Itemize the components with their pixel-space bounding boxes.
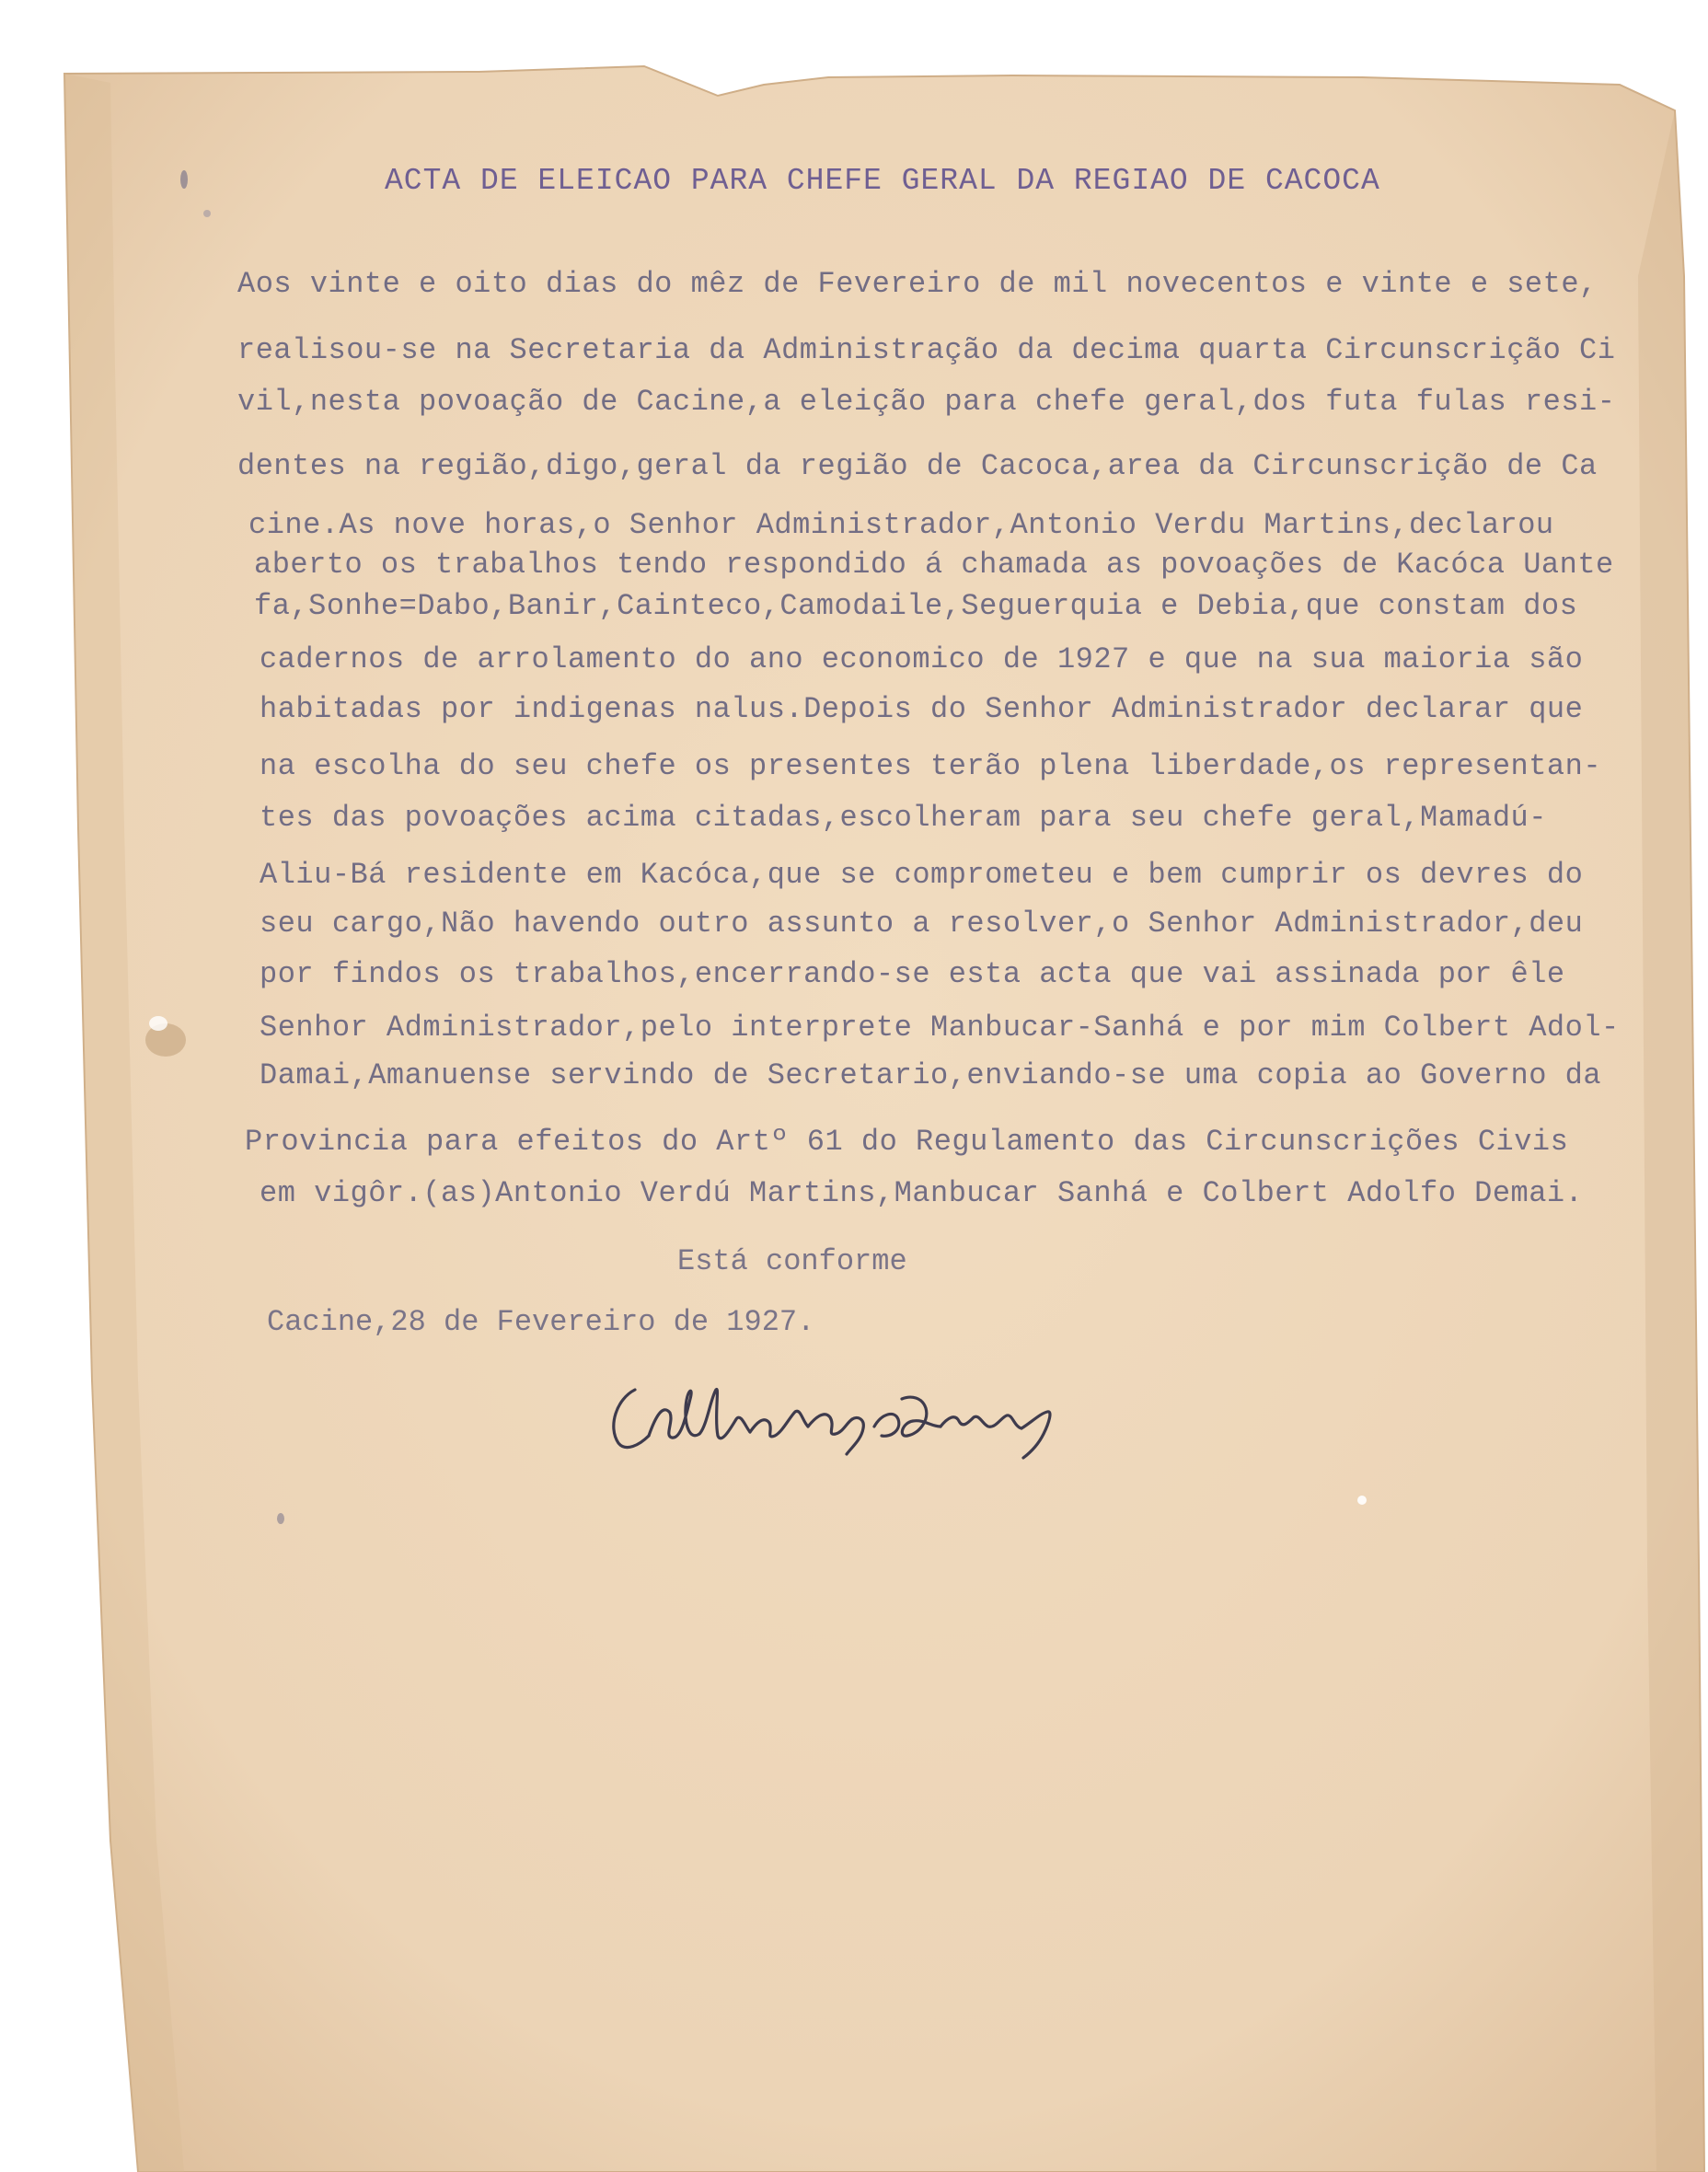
body-line: Provincia para efeitos do Artº 61 do Regulamento das Circunscrições Civis — [245, 1125, 1569, 1159]
body-line: tes das povoações acima citadas,escolheram para seu chefe geral,Mamadú- — [260, 801, 1547, 835]
body-line: aberto os trabalhos tendo respondido á chamada as povoações de Kacóca Uante — [254, 548, 1614, 582]
body-line: Senhor Administrador,pelo interprete Manbucar-Sanhá e por mim Colbert Adol- — [260, 1011, 1620, 1045]
body-line: dentes na região,digo,geral da região de Cacoca,area da Circunscrição de Ca — [237, 449, 1598, 483]
body-line: Aliu-Bá residente em Kacóca,que se comprometeu e bem cumprir os devres do — [260, 858, 1584, 892]
body-line: cine.As nove horas,o Senhor Administrador,Antonio Verdu Martins,declarou — [248, 508, 1554, 542]
body-line: Damai,Amanuense servindo de Secretario,enviando-se uma copia ao Governo da — [260, 1058, 1602, 1092]
body-line: fa,Sonhe=Dabo,Banir,Cainteco,Camodaile,Seguerquia e Debia,que constam dos — [254, 589, 1578, 623]
body-line: habitadas por indigenas nalus.Depois do Senhor Administrador declarar que — [260, 692, 1584, 726]
body-line: cadernos de arrolamento do ano economico de 1927 e que na sua maioria são — [260, 642, 1584, 676]
body-line: realisou-se na Secretaria da Administração da decima quarta Circunscrição Ci — [237, 333, 1616, 367]
body-line: em vigôr.(as)Antonio Verdú Martins,Manbucar Sanhá e Colbert Adolfo Demai. — [260, 1176, 1584, 1210]
body-line: vil,nesta povoação de Cacine,a eleição para chefe geral,dos futa fulas resi- — [237, 385, 1616, 419]
document-title: ACTA DE ELEICAO PARA CHEFE GERAL DA REGIAO DE CACOCA — [385, 164, 1380, 198]
place-date: Cacine,28 de Fevereiro de 1927. — [267, 1305, 815, 1339]
body-line: seu cargo,Não havendo outro assunto a resolver,o Senhor Administrador,deu — [260, 907, 1584, 941]
closing-statement: Está conforme — [677, 1244, 907, 1278]
body-line: na escolha do seu chefe os presentes terão plena liberdade,os representan- — [260, 749, 1602, 783]
body-line: por findos os trabalhos,encerrando-se esta acta que vai assinada por êle — [260, 957, 1565, 991]
handwritten-signature — [598, 1362, 1077, 1463]
body-line: Aos vinte e oito dias do mêz de Fevereiro de mil novecentos e vinte e sete, — [237, 267, 1598, 301]
